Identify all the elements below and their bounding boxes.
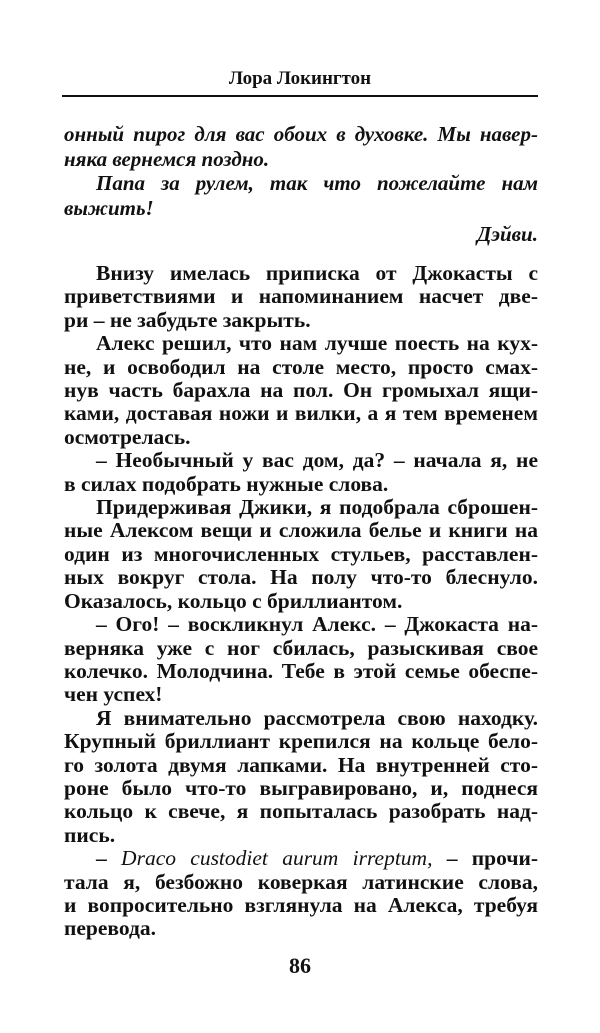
text-line — [64, 449, 538, 472]
line-text: тала я, безбожно коверкая латинские слова, — [64, 870, 538, 894]
line-text: ные Алексом вещи и сложила белье и книги на — [64, 519, 538, 543]
text-line — [64, 122, 538, 147]
text-line — [64, 147, 538, 172]
line-text: перевода. — [64, 917, 157, 941]
text-line — [64, 543, 538, 566]
text-line — [64, 262, 538, 285]
line-text: ных вокруг стола. На полу что-то блеснуло. — [64, 566, 538, 590]
line-text: Папа за рулем, так что пожелайте нам — [96, 171, 538, 195]
text-line — [64, 171, 538, 196]
text-line — [64, 196, 538, 221]
line-text: Крупный бриллиант крепился на кольце бело- — [64, 730, 538, 754]
text-line — [64, 917, 538, 940]
italic-note — [64, 122, 538, 247]
text-line — [64, 566, 538, 589]
line-text: один из многочисленных стульев, расставлен- — [64, 542, 538, 566]
text-line — [64, 356, 538, 379]
line-text: чен успех! — [64, 683, 163, 707]
line-text: ками, доставая ножи и вилки, а я тем временем — [64, 402, 538, 426]
text-line — [64, 637, 538, 660]
line-text: пись. — [64, 823, 116, 847]
line-text: кольцо к свече, я попыталась разобрать над- — [64, 800, 538, 824]
line-text: го золота двумя лапками. На внутренней сто- — [64, 753, 538, 777]
text-line — [64, 309, 538, 332]
line-text: Алекс решил, что нам лучше поесть на кух- — [96, 332, 538, 356]
text-line — [64, 730, 538, 753]
line-text: – Необычный у вас дом, да? – начала я, не — [96, 449, 538, 473]
header-rule — [62, 95, 538, 97]
line-text: в силах подобрать нужные слова. — [64, 472, 389, 496]
text-line — [64, 473, 538, 496]
text-line — [64, 707, 538, 730]
page-number: 86 — [289, 953, 311, 978]
text-line — [64, 402, 538, 425]
line-text: выжить! — [64, 195, 154, 220]
text-line — [64, 660, 538, 683]
text-line — [64, 496, 538, 519]
text-line — [64, 590, 538, 613]
text-line — [64, 777, 538, 800]
text-line — [64, 519, 538, 542]
line-text: Придерживая Джики, я подобрала сброшен- — [96, 496, 538, 520]
text-line — [64, 332, 538, 355]
text-line — [64, 683, 538, 706]
line-text: Я внимательно рассмотрела свою находку. — [96, 706, 538, 730]
body-text — [64, 262, 538, 941]
text-line — [64, 613, 538, 636]
text-line — [64, 426, 538, 449]
text-line — [64, 379, 538, 402]
line-text: колечко. Молодчина. Тебе в этой семье обеспе- — [64, 659, 538, 683]
line-text: не, и освободил на столе место, просто смах- — [64, 355, 538, 379]
text-line — [64, 824, 538, 847]
line-text: приветствиями и напоминанием насчет две- — [64, 285, 538, 309]
text-line — [64, 894, 538, 917]
line-text: Дэйви. — [476, 222, 538, 246]
line-text: Оказалось, кольцо с бриллиантом. — [64, 589, 403, 613]
line-text: ри – не забудьте закрыть. — [64, 308, 311, 332]
latin-phrase: Draco custodiet aurum irreptum, — [121, 847, 433, 871]
line-text: – прочи- — [432, 847, 538, 871]
line-text: онный пирог для вас обоих в духовке. Мы навер- — [64, 122, 538, 146]
text-line — [64, 800, 538, 823]
line-text: и вопросительно взглянула на Алекса, требуя — [64, 893, 538, 917]
line-text: нув часть барахла на пол. Он громыхал ящи- — [64, 379, 538, 403]
line-text: – — [96, 847, 122, 871]
line-text: осмотрелась. — [64, 425, 191, 449]
text-line — [64, 847, 538, 870]
text-line — [64, 285, 538, 308]
line-text: верняка уже с ног сбилась, разыскивая свое — [64, 636, 538, 660]
line-text: няка вернемся поздно. — [64, 146, 270, 171]
text-line — [64, 871, 538, 894]
text-line — [64, 222, 538, 247]
text-line — [64, 754, 538, 777]
line-text: роне было что-то выгравировано, и, поднеся — [64, 776, 538, 800]
line-text: – Ого! – воскликнул Алекс. – Джокаста на- — [96, 613, 538, 637]
running-header: Лора Локингтон — [228, 68, 372, 89]
line-text: Внизу имелась приписка от Джокасты с — [96, 262, 538, 285]
